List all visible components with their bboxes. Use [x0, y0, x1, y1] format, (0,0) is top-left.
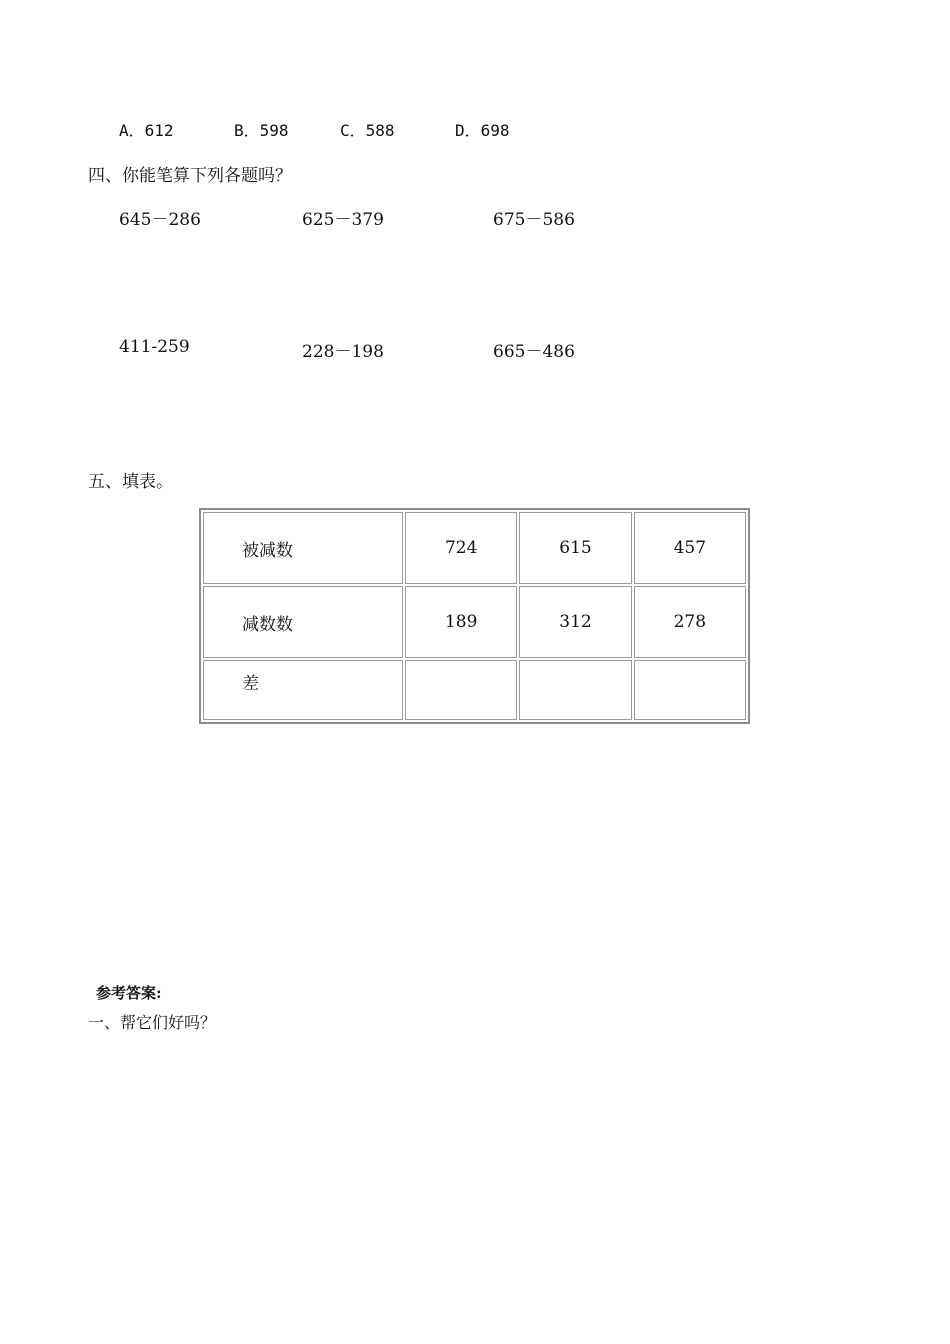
answer-cell [405, 660, 517, 720]
problem-1: 645－286 [119, 210, 201, 230]
problem-2: 625－379 [302, 210, 384, 230]
option-c: C．588 [340, 121, 395, 140]
row-label-subtrahend: 减数数 [203, 586, 403, 658]
table-row [203, 660, 746, 720]
table-cell: 278 [634, 586, 746, 658]
answers-section1-heading: 一、帮它们好吗？ [88, 1013, 217, 1032]
row-label-minuend: 被减数 [203, 512, 403, 584]
answer-cell [519, 660, 631, 720]
table-cell: 189 [405, 586, 517, 658]
row-label-difference: 差 [203, 660, 403, 720]
section5-heading: 五、填表。 [88, 472, 173, 492]
table-cell: 724 [405, 512, 517, 584]
table-row [203, 512, 746, 584]
table-row [203, 586, 746, 658]
problem-5: 228－198 [302, 342, 384, 362]
table-cell: 457 [634, 512, 746, 584]
section4-heading: 四、你能笔算下列各题吗？ [88, 166, 292, 186]
problem-3: 675－586 [493, 210, 575, 230]
answers-title: 参考答案: [96, 984, 162, 1002]
option-b: B．598 [234, 121, 289, 140]
problem-6: 665－486 [493, 342, 575, 362]
option-d: D．698 [455, 121, 510, 140]
answer-cell [634, 660, 746, 720]
table-cell: 615 [519, 512, 631, 584]
problem-4: 411-259 [119, 337, 190, 357]
table-cell: 312 [519, 586, 631, 658]
option-a: A．612 [119, 121, 174, 140]
subtraction-table [199, 508, 750, 724]
